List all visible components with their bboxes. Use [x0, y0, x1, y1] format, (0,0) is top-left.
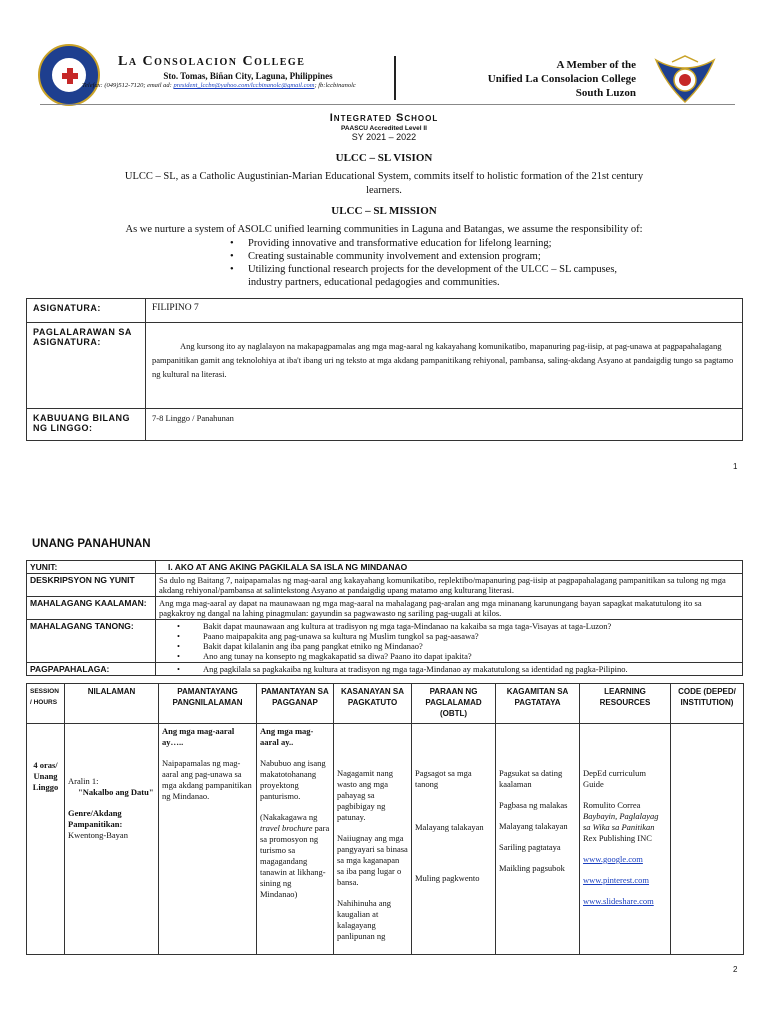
resource-link[interactable]: www.slideshare.com	[583, 896, 654, 906]
mission-item: • Creating sustainable community involvement and extension program;	[226, 250, 626, 263]
contact-fb: ; fb:lccbinanolc	[314, 82, 356, 89]
header-nilalaman: NILALAMAN	[65, 684, 159, 724]
genre-value: Kwentong-Bayan	[68, 830, 128, 840]
tanong-item: • Bakit dapat maunawaan ang kultura at tradisyon ng mga taga-Mindanao na kakaiba sa mga taga-Visayas at taga-Luzon?	[159, 621, 739, 631]
aralin-label: Aralin 1:	[68, 776, 99, 786]
vision-text: ULCC – SL, as a Catholic Augustinian-Marian Educational System, commits itself to holistic formation of the 21st century learners.	[124, 171, 644, 196]
vision-title: ULCC – SL VISION	[335, 152, 433, 164]
resource-item: DepEd curriculum Guide	[583, 768, 647, 789]
tanong-item: • Paano maipapakita ang pag-unawa sa kultura ng Muslim tungkol sa pag-aasawa?	[159, 631, 739, 641]
quarter-title: UNANG PANAHUNAN	[32, 538, 151, 550]
pagpapahalaga-list	[156, 663, 743, 676]
tanong-list	[156, 620, 743, 663]
pangnilalaman-text: Naipapamalas ng mag-aaral ang pag-unawa sa mga akdang pampanitikan ng Mindanao.	[162, 758, 252, 801]
header-pagganap: PAMANTAYAN SA PAGGANAP	[257, 684, 334, 724]
ulcc-logo	[652, 54, 718, 106]
paraan-item: Malayang talakayan	[415, 822, 484, 832]
description-value: Ang kursong ito ay naglalayon na makapagpamalas ang mga mag-aaral ng kakayahang komunikatibo, mapanuring pag-iisip, at pag-unawa at pagpapahalagang pampanitikan gamit ang teknolohiya at iba't ibang uri ng teksto at mga akdang pampanitikang rehiyonal, pambansa, saling-akdang Asyano at pandaigdig tungo sa pagtamo ng kultural na literasi.	[146, 323, 743, 409]
weeks-value: 7-8 Linggo / Panahunan	[146, 409, 743, 441]
unit-value: I. AKO AT ANG AKING PAGKILALA SA ISLA NG MINDANAO	[156, 561, 743, 574]
kagamitan-item: Sariling pagtataya	[499, 842, 561, 852]
kasanayan-cell	[334, 724, 412, 955]
header-divider	[394, 56, 396, 100]
pagpapahalaga-label: PAGPAPAHALAGA:	[27, 663, 156, 676]
unit-description-value: Sa dulo ng Baitang 7, naipapamalas ng mag-aaral ang kakayahang komunikatibo, replektibo/mapanuring pag-iisip at pagpapahalagang pampanitikan sa tulong ng mga akdang rehiyonal/pambansa at salintekstong Asyano at pandaigdig upang matamo ang kulturang literasi.	[156, 574, 743, 597]
header-pangnilalaman: PAMANTAYANG PANGNILALAMAN	[159, 684, 257, 724]
aralin-title: "Nakalbo ang Datu"	[78, 787, 154, 797]
kasanayan-item: Naiiugnay ang mga pangyayari sa binasa sa mga kaganapan sa iba pang lugar o bansa.	[337, 833, 408, 887]
kaalaman-label: MAHALAGANG KAALAMAN:	[27, 597, 156, 620]
unit-table	[26, 560, 743, 676]
pagganap-text2	[260, 812, 330, 900]
member-line-1: A Member of the	[556, 59, 636, 71]
pagganap-text2-b: para sa promosyon ng turismo sa magagandang tanawin at likhang-sining ng Mindanao)	[260, 823, 330, 899]
tanong-item: • Ano ang tunay na konsepto ng magkakapatid sa diwa? Paano ito dapat ipakita?	[159, 651, 739, 661]
school-name: Integrated School	[329, 112, 439, 124]
header-rule	[40, 104, 735, 105]
pagganap-text1: Nabubuo ang isang makatotohanang proyektong panturismo.	[260, 758, 326, 801]
subject-value: FILIPINO 7	[146, 299, 743, 323]
paraan-cell	[412, 724, 496, 955]
subject-label: ASIGNATURA:	[27, 299, 146, 323]
member-line-3: South Luzon	[575, 87, 636, 99]
resource-publisher: Rex Publishing INC	[583, 833, 652, 843]
college-name: La Consolacion College	[118, 54, 306, 69]
description-label: PAGLALARAWAN SA ASIGNATURA:	[27, 323, 146, 409]
header-kasanayan: KASANAYAN SA PAGKATUTO	[334, 684, 412, 724]
member-line-2: Unified La Consolacion College	[487, 73, 636, 85]
kaalaman-value: Ang mga mag-aaral ay dapat na maunawaan ng mga mag-aaral na mahalagang pag-aralan ang mga minanang karunungang bayan sapagkat makatutulong ito sa pagkakroy ng dangal na lahing pinagmulan: gayundin sa pagwawasto ng sariling pag-uugali at kilos.	[156, 597, 743, 620]
unit-label: YUNIT:	[27, 561, 156, 574]
resource-author: Romulito Correa	[583, 800, 641, 810]
pangnilalaman-lead: Ang mga mag-aaral ay…..	[162, 726, 235, 747]
mission-list	[226, 237, 626, 289]
session-hours	[27, 724, 65, 955]
resource-link[interactable]: www.pinterest.com	[583, 875, 650, 885]
lesson-plan-table	[26, 683, 744, 955]
header-code: CODE (DEPED/ INSTITUTION)	[671, 684, 744, 724]
tanong-label: MAHALAGANG TANONG:	[27, 620, 156, 663]
resource-link[interactable]: www.google.com	[583, 854, 643, 864]
pagganap-cell	[257, 724, 334, 955]
mission-item: • Providing innovative and transformative education for lifelong learning;	[226, 237, 626, 250]
header-kagamitan: KAGAMITAN SA PAGTATAYA	[496, 684, 580, 724]
tanong-item: • Bakit dapat kilalanin ang iba pang pangkat etniko ng Mindanao?	[159, 641, 739, 651]
mission-title: ULCC – SL MISSION	[331, 205, 437, 217]
header-session: SESSION / HOURS	[27, 684, 65, 724]
school-year: SY 2021 – 2022	[351, 132, 417, 142]
pagganap-lead: Ang mga mag-aaral ay..	[260, 726, 314, 747]
kasanayan-item: Nagagamit nang wasto ang mga pahayag sa pagbibigay ng patunay.	[337, 768, 393, 822]
pangnilalaman-cell	[159, 724, 257, 955]
resource-title: Baybayin, Paglalayag sa Wika sa Panitikan	[583, 811, 659, 832]
page-number-2: 2	[733, 965, 738, 974]
code-cell	[671, 724, 744, 955]
paraan-item: Muling pagkwento	[415, 873, 480, 883]
pagganap-text2-a: (Nakakagawa ng	[260, 812, 318, 822]
kagamitan-item: Pagsukat sa dating kaalaman	[499, 768, 563, 789]
header-paraan: PARAAN NG PAGLALAMAD (OBTL)	[412, 684, 496, 724]
college-logo	[38, 44, 100, 106]
kagamitan-cell	[496, 724, 580, 955]
college-contact	[82, 82, 402, 89]
page-number-1: 1	[733, 462, 738, 471]
nilalaman-cell	[65, 724, 159, 955]
resources-cell	[580, 724, 671, 955]
unit-description-label: DESKRIPSYON NG YUNIT	[27, 574, 156, 597]
subject-info-table	[26, 298, 743, 441]
kagamitan-item: Pagbasa ng malakas	[499, 800, 568, 810]
mission-item: • Utilizing functional research projects for the development of the ULCC – SL campuses, industry partners, educational pedagogies and communities.	[226, 263, 626, 289]
college-address: Sto. Tomas, Biñan City, Laguna, Philippines	[163, 71, 333, 81]
weeks-label: KABUUANG BILANG NG LINGGO:	[27, 409, 146, 441]
genre-label: Genre/Akdang Pampanitikan:	[68, 808, 123, 829]
mission-intro: As we nurture a system of ASOLC unified learning communities in Laguna and Batangas, we assume the responsibility of:	[125, 224, 643, 235]
pagpapahalaga-item: • Ang pagkilala sa pagkakaiba ng kultura at tradisyon ng mga taga-Mindanao ay makatutulong sa identidad ng pagka-Pilipino.	[159, 664, 739, 674]
member-statement	[440, 58, 636, 100]
kasanayan-item: Nahihinuha ang kaugalian at kalagayang panlipunan ng	[337, 898, 392, 941]
session-hours-text: 4 oras/ Unang Linggo	[32, 760, 59, 792]
accreditation: PAASCU Accredited Level II	[341, 125, 427, 132]
kagamitan-item: Malayang talakayan	[499, 821, 568, 831]
kagamitan-item: Maikling pagsubok	[499, 863, 565, 873]
paraan-item: Pagsagot sa mga tanong	[415, 768, 472, 789]
contact-prefix: Telefax: (049)512-7120; email ad:	[82, 82, 172, 89]
header-resources: LEARNING RESOURCES	[580, 684, 671, 724]
contact-email-link[interactable]: president_lccbn@yahoo.com/lccbinanolc@gmail.com	[173, 82, 315, 89]
pagganap-text2-italic: travel brochure	[260, 823, 313, 833]
